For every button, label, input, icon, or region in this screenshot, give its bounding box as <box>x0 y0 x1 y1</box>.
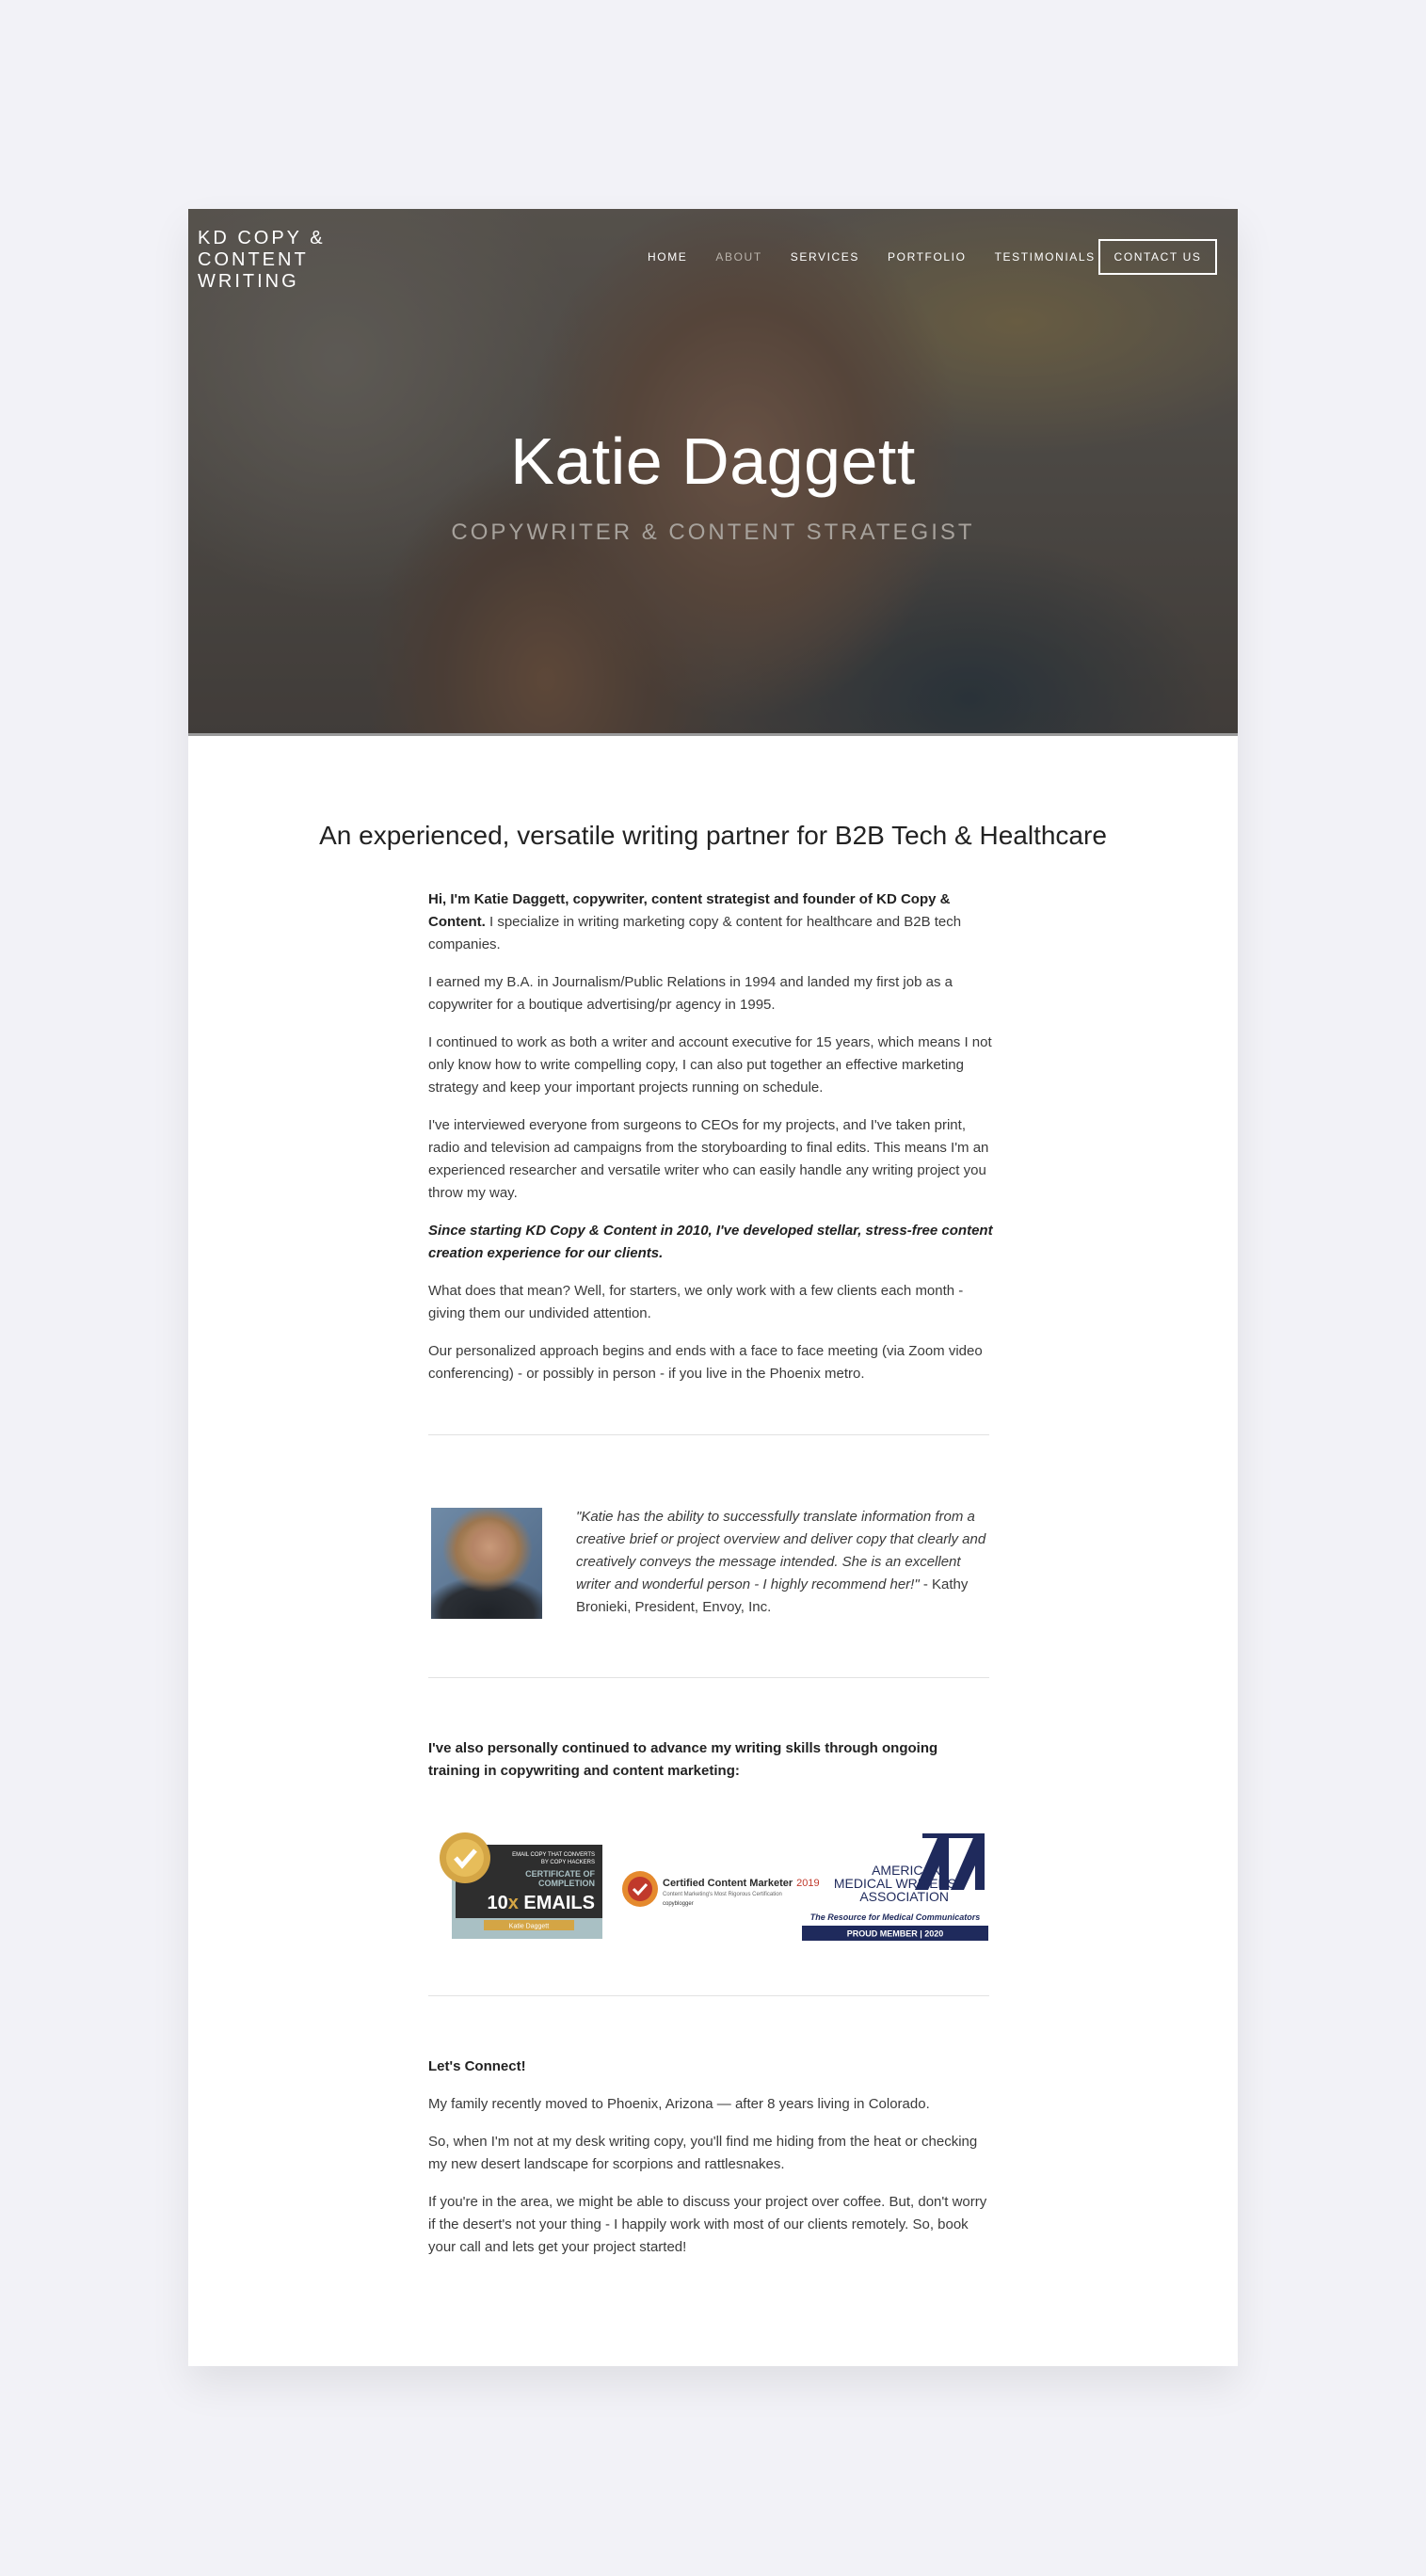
testimonial-quote <box>576 1506 990 1619</box>
page-card <box>188 209 1238 2366</box>
testimonial-photo <box>431 1508 542 1619</box>
hero-banner <box>188 209 1238 736</box>
bio-paragraph: I continued to work as both a writer and account executive for 15 years, which means I not only know how to write compelling copy, I can also put together an effective marketing strategy and keep your important projects running on schedule. <box>428 1034 992 1096</box>
training-heading-text: I've also personally continued to advance my writing skills through ongoing training in copywriting and content marketing: <box>428 1740 938 1779</box>
bio-paragraph: I earned my B.A. in Journalism/Public Relations in 1994 and landed my first job as a copywriter for a boutique advertising/pr agency in 1995. <box>428 974 953 1013</box>
nav-testimonials[interactable]: TESTIMONIALS <box>994 250 1096 264</box>
badge-main: 10x EMAILS <box>487 1893 595 1913</box>
training-heading <box>428 1737 993 1783</box>
connect-paragraph: If you're in the area, we might be able to discuss your project over coffee. But, don't worry if the desert's not your thing - I happily work with most of our clients remotely. So, book your call and lets get your project started! <box>428 2194 987 2255</box>
section-divider <box>428 1677 989 1678</box>
bio-intro <box>428 888 993 956</box>
badge-name: Katie Daggett <box>508 1923 550 1930</box>
amwa-tagline: The Resource for Medical Communicators <box>809 1912 981 1922</box>
badge-line2: BY COPY HACKERS <box>540 1860 595 1865</box>
main-nav <box>648 250 1124 264</box>
testimonial-text: "Katie has the ability to successfully translate information from a creative brief or project overview and deliver copy that clearly and creatively conveys the message intended. She is an excellent writer and wonderful person - I highly recommend her!" <box>576 1509 986 1592</box>
contact-us-button[interactable]: CONTACT US <box>1098 239 1217 275</box>
bio-section <box>428 888 993 1400</box>
lead-heading: An experienced, versatile writing partner for B2B Tech & Healthcare <box>319 821 1107 850</box>
hero-title: Katie Daggett <box>510 424 916 498</box>
copyhackers-badge <box>433 1828 602 1931</box>
brand-logo[interactable]: KD COPY & CONTENT WRITING <box>198 228 326 292</box>
nav-portfolio[interactable]: PORTFOLIO <box>888 250 967 264</box>
bio-paragraph: Our personalized approach begins and ends with a face to face meeting (via Zoom video conferencing) - or possibly in person - if you live in the Phoenix metro. <box>428 1343 983 1382</box>
section-divider <box>428 1995 989 1996</box>
bio-paragraph: What does that mean? Well, for starters, we only work with a few clients each month - giving them our undivided attention. <box>428 1283 964 1321</box>
testimonial-attribution: - Kathy Bronieki, President, Envoy, Inc. <box>576 1576 969 1615</box>
amwa-badge <box>800 1828 990 1950</box>
bio-intro-rest: I specialize in writing marketing copy & content for healthcare and B2B tech companies. <box>428 914 962 952</box>
ccm-title: Certified Content Marketer 2019 <box>663 1878 820 1889</box>
certified-seal-icon <box>622 1871 658 1907</box>
copyblogger-badge <box>621 1865 820 1912</box>
bio-paragraph: I've interviewed everyone from surgeons to CEOs for my projects, and I've taken print, radio and television ad campaigns from the storyboarding to final edits. This means I'm an experienced researcher and versatile writer who can easily handle any writing project you throw my way. <box>428 1117 989 1201</box>
badge-line3: CERTIFICATE OF <box>525 1869 595 1879</box>
badge-line1: EMAIL COPY THAT CONVERTS <box>512 1852 595 1858</box>
amwa-line3: ASSOCIATION <box>859 1889 949 1904</box>
section-divider <box>428 1434 989 1435</box>
badge-row <box>433 1828 990 1950</box>
connect-paragraph: My family recently moved to Phoenix, Arizona — after 8 years living in Colorado. <box>428 2096 930 2112</box>
bio-highlight <box>428 1220 993 1265</box>
training-section <box>428 1737 993 1798</box>
amwa-line1: AMERICAN <box>872 1863 941 1878</box>
connect-heading <box>428 2056 993 2078</box>
hero-subtitle: COPYWRITER & CONTENT STRATEGIST <box>451 520 975 545</box>
connect-heading-text: Let's Connect! <box>428 2058 526 2074</box>
connect-paragraph: So, when I'm not at my desk writing copy, you'll find me hiding from the heat or checking my new desert landscape for scorpions and rattlesnakes. <box>428 2134 978 2172</box>
gold-seal-icon <box>440 1832 490 1883</box>
nav-home[interactable]: HOME <box>648 250 688 264</box>
bio-highlight-text: Since starting KD Copy & Content in 2010, I've developed stellar, stress-free content creation experience for our clients. <box>428 1223 993 1261</box>
bio-intro-bold: Hi, I'm Katie Daggett, copywriter, content strategist and founder of KD Copy & Content. <box>428 891 951 930</box>
ccm-sub: Content Marketing's Most Rigorous Certification <box>663 1892 782 1897</box>
hero-divider <box>188 733 1238 736</box>
connect-section <box>428 2056 993 2274</box>
amwa-line2: MEDICAL WRITERS <box>833 1876 956 1891</box>
ccm-org: copyblogger <box>663 1901 694 1907</box>
amwa-member: PROUD MEMBER | 2020 <box>846 1928 944 1939</box>
badge-line4: COMPLETION <box>538 1879 595 1888</box>
nav-about[interactable]: ABOUT <box>715 250 762 264</box>
nav-services[interactable]: SERVICES <box>790 250 860 264</box>
